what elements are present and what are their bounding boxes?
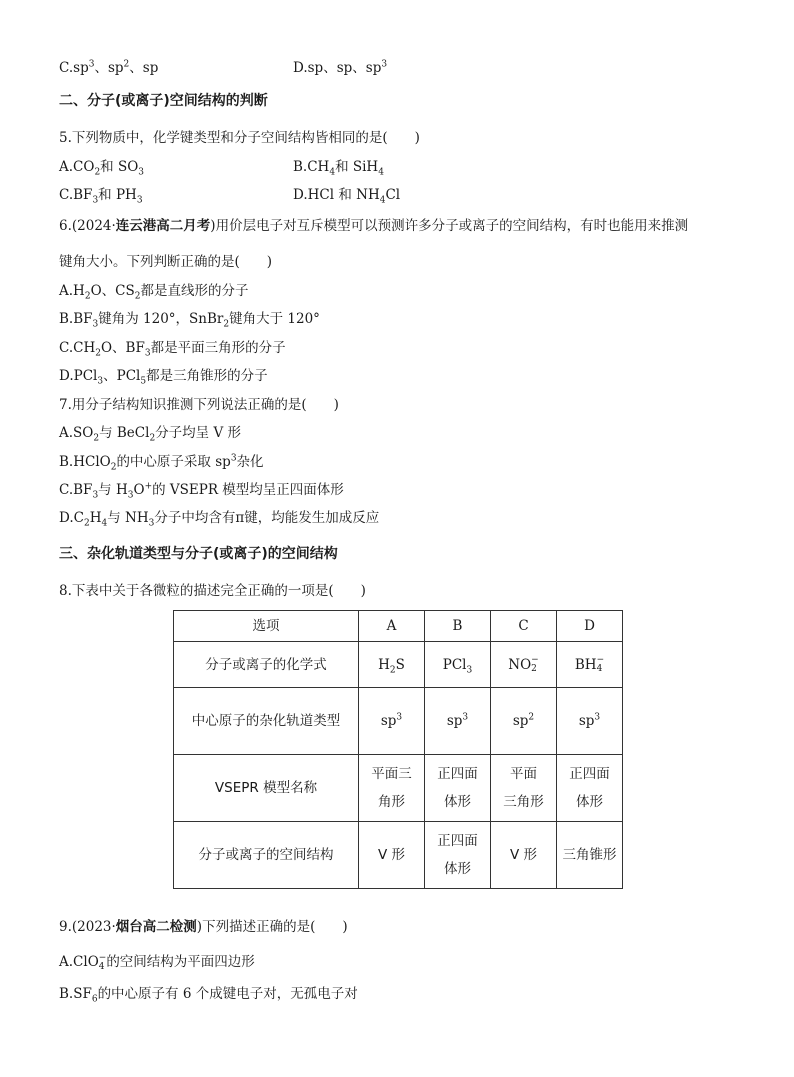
shape-cell-a: V 形 — [359, 822, 425, 889]
hybrid-cell-a: $sp^3$ — [359, 688, 425, 755]
row-label-formula: 分子或离子的化学式 — [174, 642, 359, 688]
q5-option-c: $C.BF_3$和 $PH_3$ — [59, 187, 143, 206]
table-row — [174, 822, 623, 889]
vsepr-cell-c: 平面 三角形 — [491, 755, 557, 822]
table-header-cell: B — [425, 611, 491, 642]
q6-stem: 6.(2024·连云港高二月考)用价层电子对互斥模型可以预测许多分子或离子的空间结构，有时也能用来推测 — [59, 218, 689, 234]
table-row — [174, 688, 623, 755]
q6-option-d: D.PCl$_3$、PCl$_5$都是三角锥形的分子 — [59, 368, 268, 387]
vsepr-cell-d: 正四面 体形 — [557, 755, 623, 822]
q5-option-d: D.HCl 和 $NH_4Cl$ — [293, 187, 401, 206]
q9-option-b: $B.SF_6$的中心原子有 6 个成键电子对，无孤电子对 — [59, 986, 358, 1005]
table-header-cell: C — [491, 611, 557, 642]
q6-option-c: $C.CH_2O$、$BF_3$都是平面三角形的分子 — [59, 340, 286, 359]
shape-cell-b: 正四面 体形 — [425, 822, 491, 889]
q7-option-c: $C.BF_3$与 $H_3O^+$的 VSEPR 模型均呈正四面体形 — [59, 481, 344, 501]
shape-cell-c: V 形 — [491, 822, 557, 889]
q4-option-d: D.sp、sp、$sp^3$ — [293, 59, 388, 76]
q5-option-b: $B.CH_4$和 SiH$_4$ — [293, 159, 384, 178]
q9-source: 烟台高二检测 — [115, 919, 197, 935]
table-header-cell: D — [557, 611, 623, 642]
q8-stem: 8.下表中关于各微粒的描述完全正确的一项是( ) — [59, 583, 366, 599]
row-label-vsepr: VSEPR 模型名称 — [174, 755, 359, 822]
q6-option-a: $A.H_2O$、$CS_2$都是直线形的分子 — [59, 283, 249, 302]
q5-stem: 5.下列物质中，化学键类型和分子空间结构皆相同的是( ) — [59, 130, 420, 146]
vsepr-cell-a: 平面三 角形 — [359, 755, 425, 822]
q9-option-a: A.ClO − 4 的空间结构为平面四边形 — [59, 952, 255, 972]
q6-option-b: $B.BF_3$键角为 120°，SnBr$_2$键角大于 120° — [59, 311, 320, 330]
table-header-row — [174, 611, 623, 642]
table-header-cell: 选项 — [174, 611, 359, 642]
row-label-shape: 分子或离子的空间结构 — [174, 822, 359, 889]
row-label-hybrid: 中心原子的杂化轨道类型 — [174, 688, 359, 755]
formula-cell-c: NO − 2 — [491, 642, 557, 688]
q6-stem-line2: 键角大小。下列判断正确的是( ) — [59, 254, 273, 270]
formula-cell-b: PCl$_3$ — [425, 642, 491, 688]
q7-option-a: $A.SO_2$与 BeCl$_2$分子均呈 V 形 — [59, 425, 242, 444]
hybrid-cell-c: $sp^2$ — [491, 688, 557, 755]
hybrid-cell-b: $sp^3$ — [425, 688, 491, 755]
formula-cell-a: $H_2S$ — [359, 642, 425, 688]
section-2-heading: 二、分子(或离子)空间结构的判断 — [59, 93, 268, 109]
q4-option-c: $C.sp^3$、$sp^2$、sp — [59, 59, 159, 76]
table-row — [174, 755, 623, 822]
table-header-cell: A — [359, 611, 425, 642]
q9-stem: 9.(2023·烟台高二检测)下列描述正确的是( ) — [59, 919, 348, 935]
q7-stem: 7.用分子结构知识推测下列说法正确的是( ) — [59, 397, 339, 413]
q6-source: 连云港高二月考 — [115, 218, 211, 234]
q8-table — [173, 610, 623, 889]
q7-option-b: B.HClO$_2$的中心原子采取 $sp^3$杂化 — [59, 453, 264, 473]
vsepr-cell-b: 正四面 体形 — [425, 755, 491, 822]
shape-cell-d: 三角锥形 — [557, 822, 623, 889]
table-row — [174, 642, 623, 688]
section-3-heading: 三、杂化轨道类型与分子(或离子)的空间结构 — [59, 546, 338, 562]
hybrid-cell-d: $sp^3$ — [557, 688, 623, 755]
q7-option-d: $D.C_2H_4$与 $NH_3$分子中均含有π键，均能发生加成反应 — [59, 510, 380, 529]
q5-option-a: $A.CO_2$和 $SO_3$ — [59, 159, 145, 178]
formula-cell-d: BH − 4 — [557, 642, 623, 688]
